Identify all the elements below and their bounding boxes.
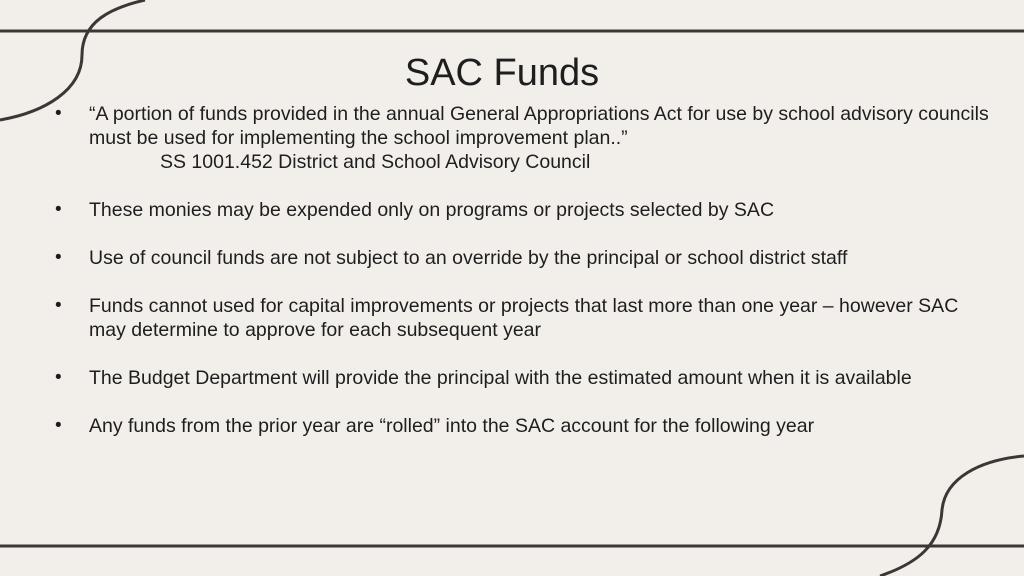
bullet-text: Funds cannot used for capital improvements or projects that last more than one year – however SAC may determine to approve for each subsequent year — [89, 295, 959, 341]
bullet-dot: • — [55, 295, 62, 316]
bullet-text: These monies may be expended only on programs or projects selected by SAC — [89, 199, 775, 221]
bullet-item — [0, 102, 1000, 174]
bottom-right-curve — [880, 456, 1024, 576]
bullet-dot: • — [55, 247, 62, 268]
bullet-dot: • — [55, 199, 62, 220]
bullet-text: “A portion of funds provided in the annual General Appropriations Act for use by school advisory councils must be used for implementing the school improvement plan..” — [89, 103, 989, 149]
slide-title: SAC Funds — [404, 52, 600, 94]
bullet-text: The Budget Department will provide the principal with the estimated amount when it is available — [89, 367, 912, 389]
bullet-list — [0, 102, 1000, 462]
bullet-citation: SS 1001.452 District and School Advisory Council — [160, 151, 591, 173]
bullet-dot: • — [55, 103, 62, 124]
bullet-dot: • — [55, 367, 62, 388]
bullet-item — [0, 246, 1000, 270]
bullet-text: Any funds from the prior year are “rolled” into the SAC account for the following year — [89, 415, 815, 437]
bullet-item — [0, 198, 1000, 222]
bullet-item — [0, 414, 1000, 438]
bullet-dot: • — [55, 415, 62, 436]
bullet-item — [0, 294, 1000, 342]
bullet-item — [0, 366, 1000, 390]
bullet-text: Use of council funds are not subject to an override by the principal or school district staff — [89, 247, 848, 269]
